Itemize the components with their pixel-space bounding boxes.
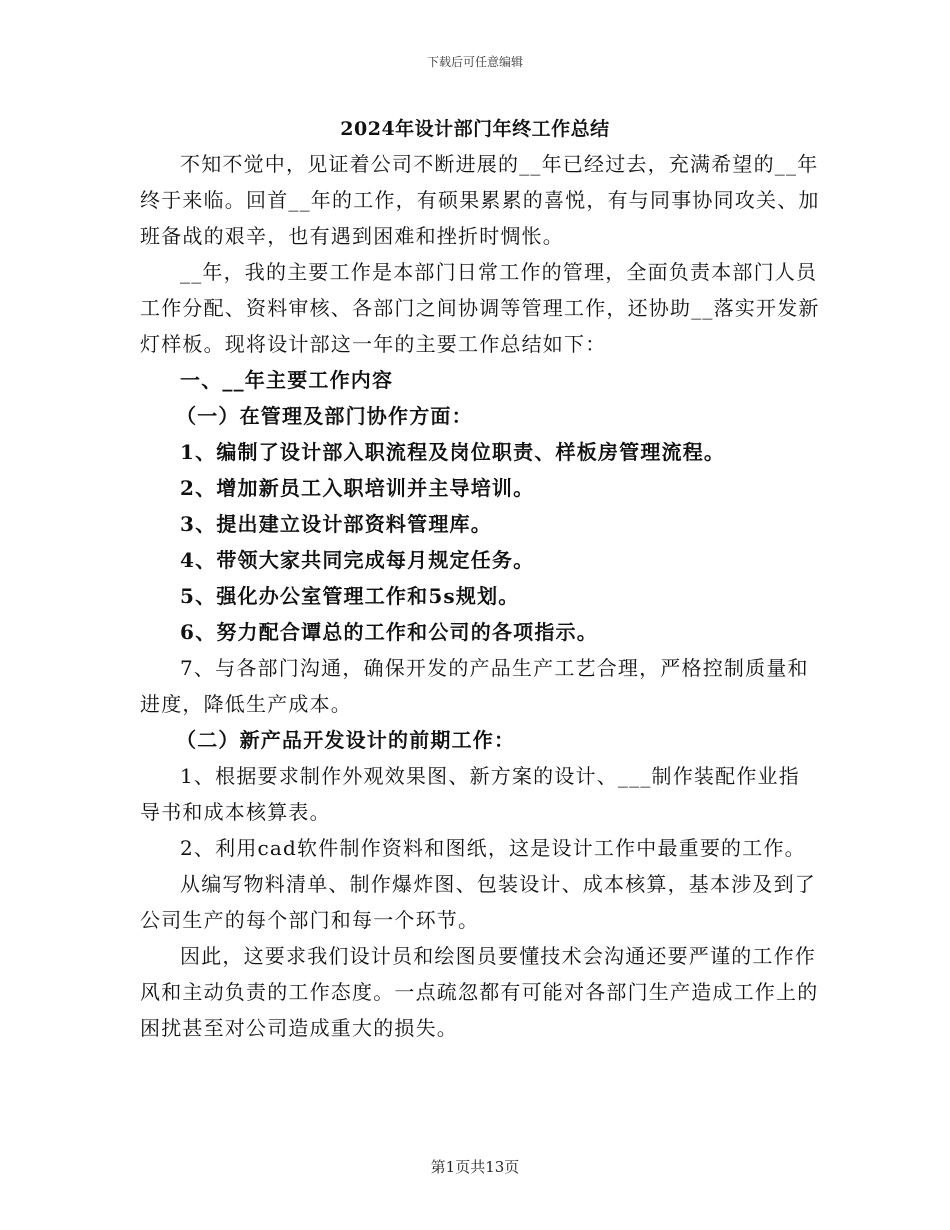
list-item: 4、带领大家共同完成每月规定任务。 xyxy=(180,548,535,572)
list-item: 2、增加新员工入职培训并主导培训。 xyxy=(180,476,535,500)
paragraph-detail: 从编写物料清单、制作爆炸图、包装设计、成本核算，基本涉及到了公司生产的每个部门和每一个环节。 xyxy=(140,872,816,932)
list-item: 6、努力配合谭总的工作和公司的各项指示。 xyxy=(180,620,598,644)
document-title: 2024年设计部门年终工作总结 xyxy=(340,118,610,140)
paragraph-conclusion: 因此，这要求我们设计员和绘图员要懂技术会沟通还要严谨的工作作风和主动负责的工作态度。一点疏忽都有可能对各部门生产造成工作上的困扰甚至对公司造成重大的损失。 xyxy=(140,944,819,1040)
list-item: 1、根据要求制作外观效果图、新方案的设计、___制作装配作业指导书和成本核算表。 xyxy=(140,764,800,824)
list-item: 2、利用cad软件制作资料和图纸，这是设计工作中最重要的工作。 xyxy=(180,836,806,860)
page-number: 第1页共13页 xyxy=(430,1158,520,1176)
subsection-heading-2: （二）新产品开发设计的前期工作： xyxy=(176,728,516,752)
header-note: 下载后可任意编辑 xyxy=(426,55,523,69)
list-item: 3、提出建立设计部资料管理库。 xyxy=(180,512,492,536)
paragraph-intro: 不知不觉中，见证着公司不断进展的__年已经过去，充满希望的__年终于来临。回首__年的工作，有硕果累累的喜悦，有与同事协同攻关、加班备战的艰辛，也有遇到困难和挫折时惆怅。 xyxy=(140,152,820,248)
document-body xyxy=(140,146,820,1046)
list-item: 7、与各部门沟通，确保开发的产品生产工艺合理，严格控制质量和进度，降低生产成本。 xyxy=(140,656,809,716)
paragraph-summary: __年，我的主要工作是本部门日常工作的管理，全面负责本部门人员工作分配、资料审核、各部门之间协调等管理工作，还协助__落实开发新灯样板。现将设计部这一年的主要工作总结如下： xyxy=(140,260,820,356)
list-item: 1、编制了设计部入职流程及岗位职责、样板房管理流程。 xyxy=(180,440,726,464)
list-item: 5、强化办公室管理工作和5s规划。 xyxy=(180,584,520,608)
subsection-heading-1: （一）在管理及部门协作方面： xyxy=(176,404,473,428)
section-heading-1: 一、__年主要工作内容 xyxy=(180,368,394,392)
